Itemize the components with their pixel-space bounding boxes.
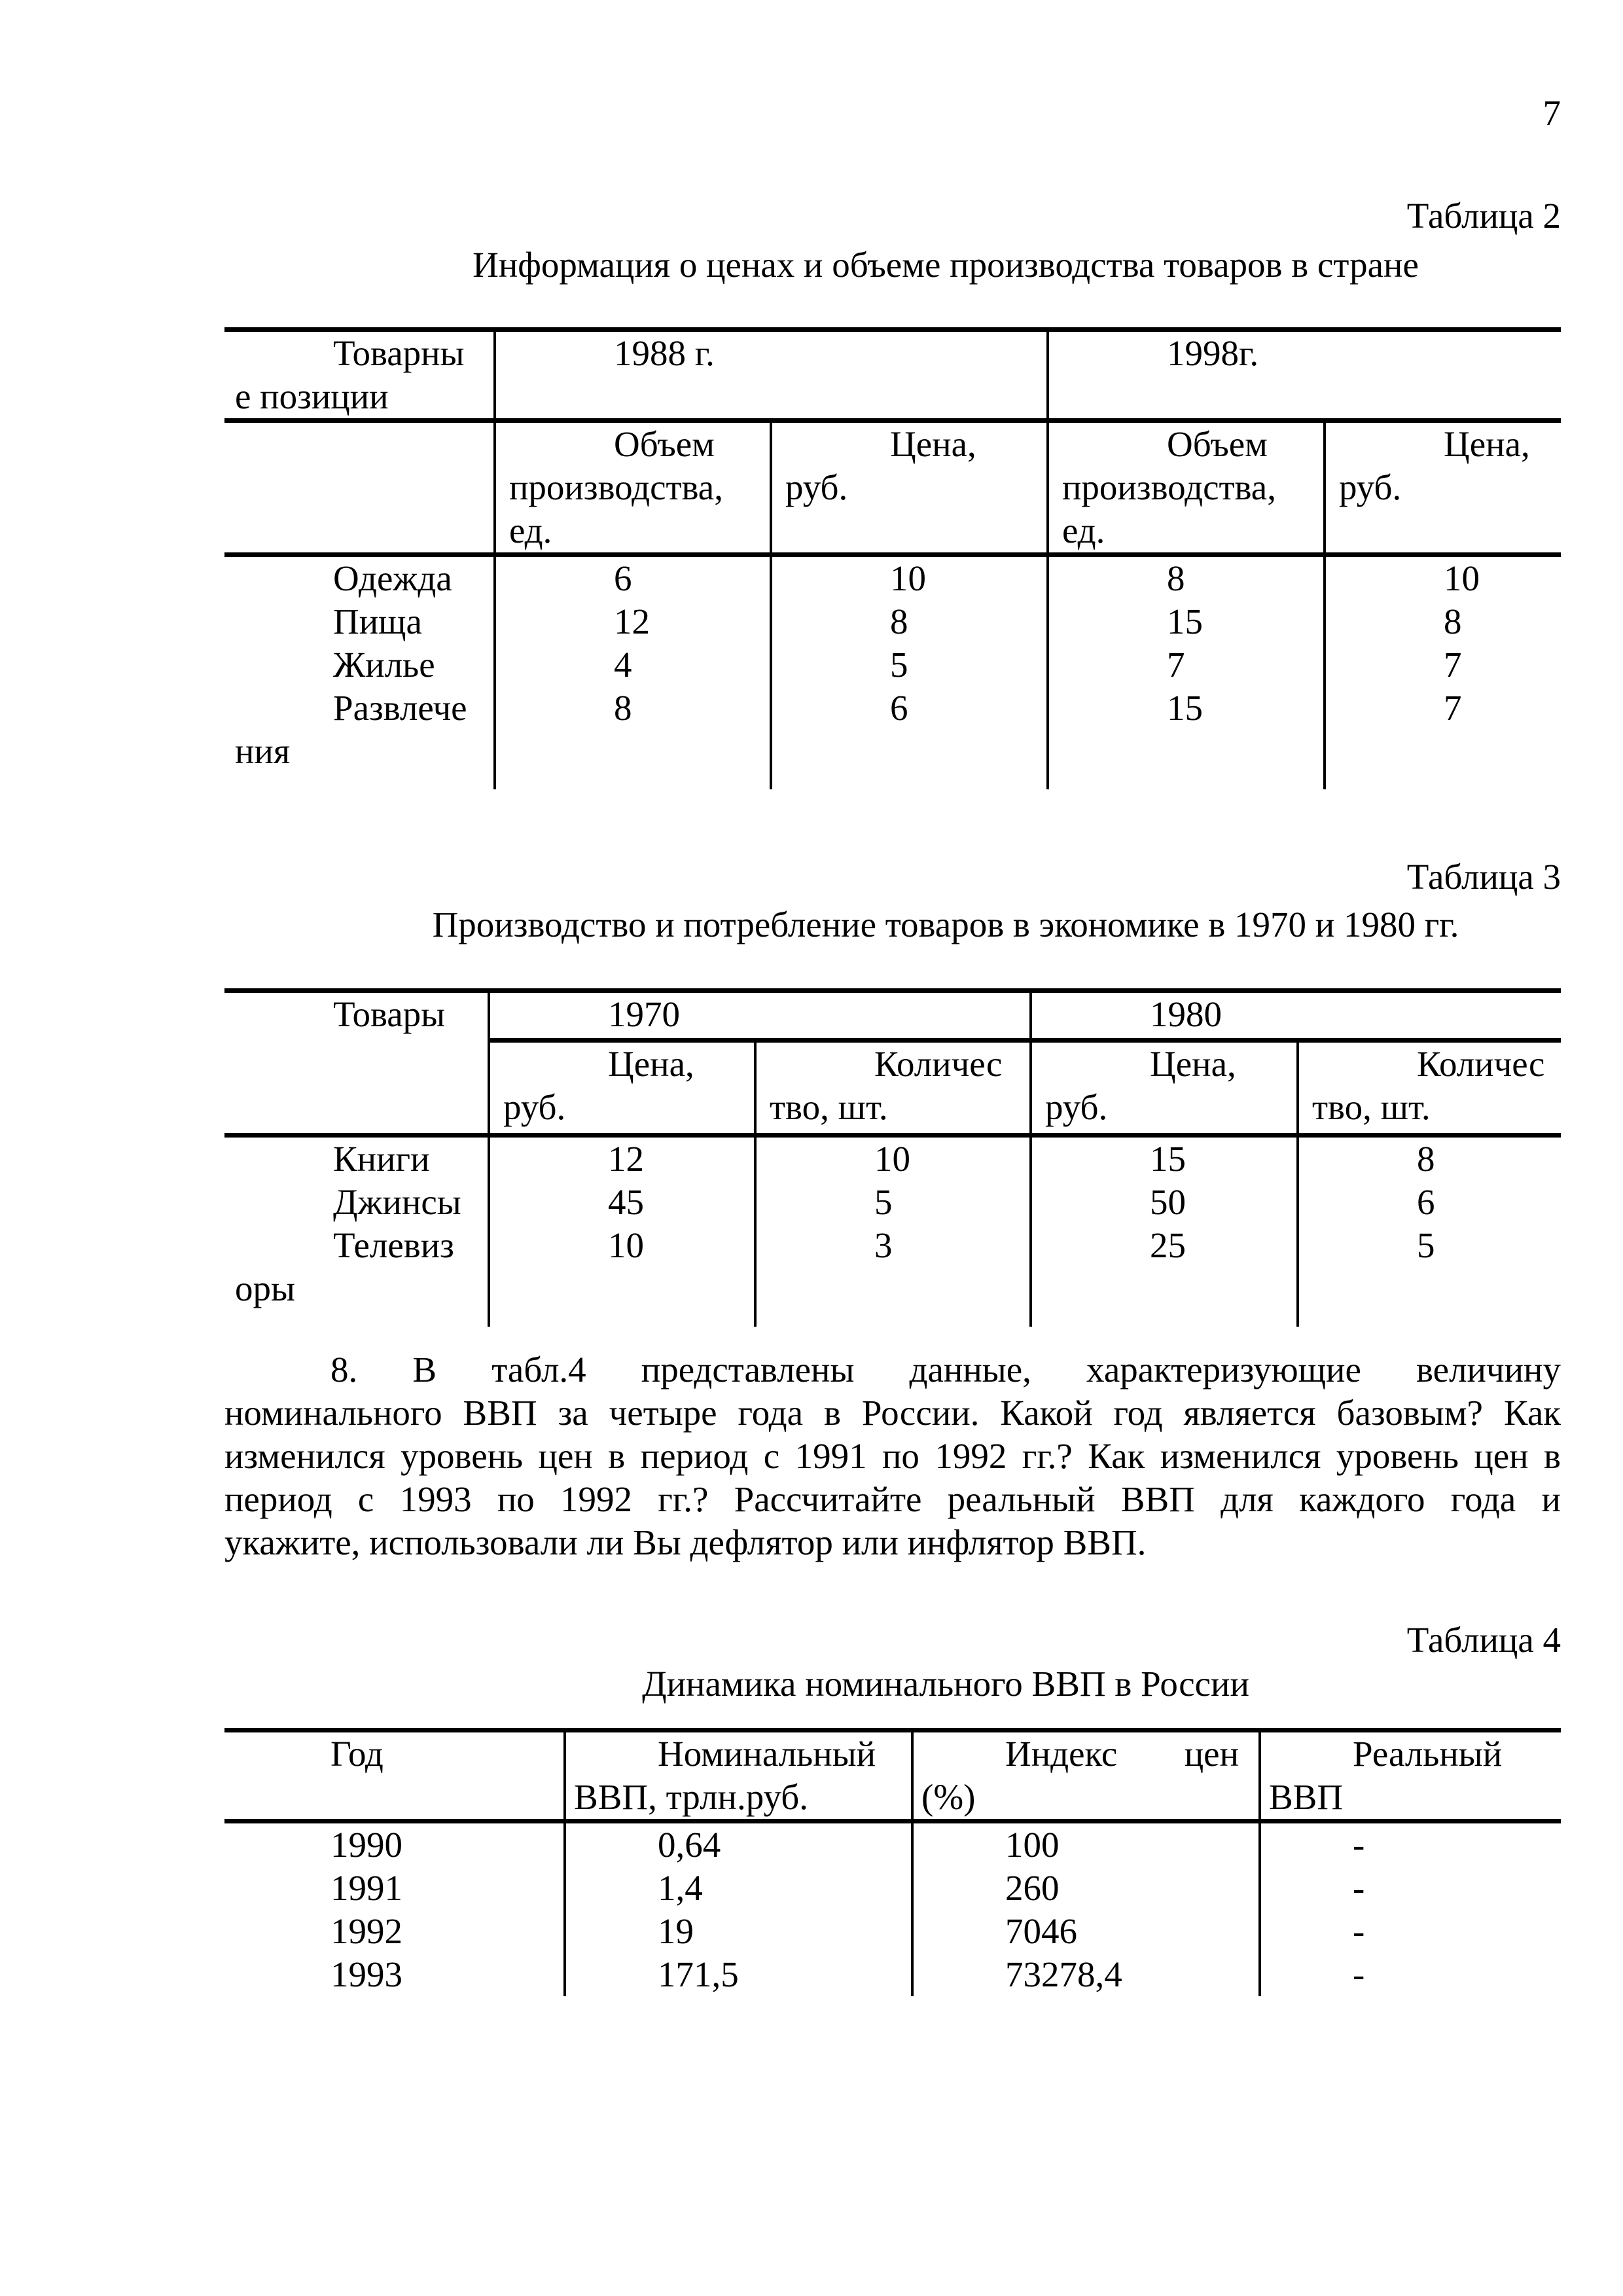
table-cell (1260, 1731, 1561, 1821)
table-cell (912, 1910, 1260, 1953)
row-label-wrap: оры (235, 1268, 295, 1308)
table-cell (912, 1867, 1260, 1910)
table-cell (1031, 1181, 1298, 1224)
table-cell-empty (224, 773, 495, 789)
table-row (224, 643, 1561, 687)
table-cell (1260, 1910, 1561, 1953)
table-cell (224, 1731, 565, 1821)
table4-nominal-gdp-header: Номинальный (658, 1734, 876, 1774)
table-cell (565, 1953, 912, 1996)
table-cell-empty (224, 1310, 489, 1327)
table-row (224, 1181, 1561, 1224)
table-cell (1048, 330, 1561, 421)
table-cell (755, 1181, 1031, 1224)
table-row (224, 600, 1561, 643)
cell-value: 8 (890, 601, 908, 641)
table-row (224, 1136, 1561, 1181)
cell-value: 7 (1167, 645, 1185, 685)
paragraph-line: изменился уровень цен в период с 1991 по 1992 гг.? Как изменился уровень цен в (224, 1436, 1561, 1476)
table-cell (1031, 1041, 1298, 1136)
table-cell (1031, 1136, 1298, 1181)
paragraph-line: период с 1993 по 1992 гг.? Рассчитайте реальный ВВП для каждого года и (224, 1479, 1561, 1519)
table4-title: Динамика номинального ВВП в России (642, 1664, 1249, 1704)
table-row (224, 1310, 1561, 1327)
row-label: Книги (333, 1139, 430, 1179)
cell-value: 5 (1417, 1225, 1435, 1265)
table-cell (495, 687, 771, 773)
paragraph-line: номинального ВВП за четыре года в России. Какой год является базовым? Как (224, 1393, 1561, 1433)
table-cell (1048, 421, 1325, 555)
table3-year-1970: 1970 (608, 994, 680, 1034)
table-cell (755, 1041, 1031, 1136)
table-cell (495, 600, 771, 643)
table-row (224, 687, 1561, 773)
cell-value: 6 (890, 688, 908, 728)
cell-value: 8 (1167, 558, 1185, 598)
table-cell (1031, 991, 1561, 1041)
table-cell (224, 1867, 565, 1910)
table-cell (489, 1181, 755, 1224)
table-cell (224, 1953, 565, 1996)
cell-year: 1991 (330, 1868, 402, 1908)
table-cell (224, 991, 489, 1136)
table-cell (771, 555, 1048, 601)
table-4 (224, 1728, 1561, 1996)
table2-volume-header-l2: производства, (509, 467, 723, 507)
table-cell-empty (755, 1310, 1031, 1327)
page-number: 7 (1543, 93, 1561, 133)
cell-value: 45 (608, 1182, 644, 1222)
cell-year: 1992 (330, 1911, 402, 1951)
table-3 (224, 988, 1561, 1327)
cell-value: - (1353, 1868, 1365, 1908)
table-cell (1048, 555, 1325, 601)
table-cell-empty (489, 1310, 755, 1327)
table2-volume-header: Объем (1167, 424, 1268, 464)
table-cell-empty (224, 421, 495, 555)
table-row (224, 1953, 1561, 1996)
header-word: Индекс (1005, 1734, 1118, 1774)
table-cell (565, 1821, 912, 1867)
table4-real-gdp-header-l2: ВВП (1269, 1777, 1344, 1817)
paragraph-line: укажите, использовали ли Вы дефлятор или инфлятор ВВП. (224, 1522, 1147, 1562)
cell-value: - (1353, 1954, 1365, 1994)
table-cell (1325, 421, 1561, 555)
table3-price-header-l2: руб. (503, 1087, 566, 1127)
row-label-wrap: ния (235, 731, 291, 771)
table2-caption: Таблица 2 (1406, 196, 1561, 236)
table-cell (1325, 643, 1561, 687)
table-cell (771, 421, 1048, 555)
table-cell-empty (1325, 773, 1561, 789)
table-cell (495, 555, 771, 601)
table-row (224, 991, 1561, 1041)
cell-value: 19 (658, 1911, 694, 1951)
table2-volume-header-l2: производства, (1062, 467, 1276, 507)
table-cell (1048, 600, 1325, 643)
cell-value: 4 (614, 645, 632, 685)
table3-price-header-l2: руб. (1045, 1087, 1108, 1127)
table-row (224, 1821, 1561, 1867)
table4-real-gdp-header: Реальный (1353, 1734, 1503, 1774)
table-cell (1031, 1224, 1298, 1310)
table-cell (771, 687, 1048, 773)
cell-year: 1993 (330, 1954, 402, 1994)
table4-nominal-gdp-header-l2: ВВП, трлн.руб. (574, 1777, 808, 1817)
table-cell (1048, 643, 1325, 687)
cell-value: 10 (874, 1139, 910, 1179)
cell-value: 6 (614, 558, 632, 598)
header-word: цен (1184, 1734, 1239, 1774)
table3-col1-header: Товары (333, 994, 446, 1034)
table-cell (1048, 687, 1325, 773)
table3-price-header: Цена, (608, 1044, 694, 1084)
table-cell (1260, 1867, 1561, 1910)
cell-value: 8 (614, 688, 632, 728)
table2-price-header: Цена, (890, 424, 976, 464)
cell-value: 6 (1417, 1182, 1435, 1222)
cell-value: 7 (1444, 688, 1462, 728)
table-cell (224, 1224, 489, 1310)
table4-price-index-header-l2: (%) (921, 1777, 976, 1817)
table-cell (224, 1136, 489, 1181)
table-row (224, 555, 1561, 601)
cell-value: 8 (1444, 601, 1462, 641)
cell-value: 7046 (1005, 1911, 1077, 1951)
table-cell (489, 1224, 755, 1310)
table4-price-index-header (921, 1732, 1258, 1776)
cell-value: 3 (874, 1225, 893, 1265)
cell-value: 12 (608, 1139, 644, 1179)
table-cell (1298, 1224, 1561, 1310)
table-cell (1298, 1181, 1561, 1224)
table-cell (489, 1041, 755, 1136)
table-cell (224, 555, 495, 601)
cell-value: - (1353, 1825, 1365, 1865)
table-row (224, 773, 1561, 789)
table2-volume-header: Объем (614, 424, 715, 464)
cell-value: 73278,4 (1005, 1954, 1122, 1994)
cell-value: 10 (890, 558, 926, 598)
table-cell (224, 643, 495, 687)
cell-value: 12 (614, 601, 650, 641)
table2-volume-header-l3: ед. (509, 511, 552, 550)
table-cell (755, 1224, 1031, 1310)
table-row (224, 1224, 1561, 1310)
table3-caption: Таблица 3 (1406, 857, 1561, 897)
cell-year: 1990 (330, 1825, 402, 1865)
table2-price-header: Цена, (1444, 424, 1530, 464)
cell-value: 50 (1150, 1182, 1186, 1222)
table3-qty-header-l2: тво, шт. (770, 1087, 888, 1127)
table-cell (489, 991, 1031, 1041)
table3-qty-header: Количес (1417, 1044, 1545, 1084)
cell-value: 171,5 (658, 1954, 739, 1994)
table2-col1-header-wrap: е позиции (235, 376, 389, 416)
table-cell (912, 1821, 1260, 1867)
table2-title: Информация о ценах и объеме производства товаров в стране (473, 245, 1419, 285)
cell-value: 10 (608, 1225, 644, 1265)
table-cell (495, 643, 771, 687)
table2-volume-header-l3: ед. (1062, 511, 1105, 550)
table-row (224, 1731, 1561, 1821)
row-label: Телевиз (333, 1225, 454, 1265)
cell-value: 15 (1167, 601, 1203, 641)
table-cell (771, 643, 1048, 687)
row-label: Развлече (333, 688, 467, 728)
table-cell (1325, 687, 1561, 773)
table-cell (224, 330, 495, 421)
table-cell-empty (1048, 773, 1325, 789)
table-cell-empty (1031, 1310, 1298, 1327)
table2-price-header-l2: руб. (1339, 467, 1402, 507)
table-row (224, 1910, 1561, 1953)
table-cell (771, 600, 1048, 643)
cell-value: 15 (1167, 688, 1203, 728)
table-cell (495, 421, 771, 555)
table-cell (489, 1136, 755, 1181)
cell-value: 1,4 (658, 1868, 703, 1908)
cell-value: 5 (890, 645, 908, 685)
table4-caption: Таблица 4 (1406, 1620, 1561, 1660)
table-cell (755, 1136, 1031, 1181)
table-cell (912, 1953, 1260, 1996)
cell-value: 260 (1005, 1868, 1060, 1908)
table-cell (1325, 600, 1561, 643)
table-cell (565, 1731, 912, 1821)
table-cell (224, 1181, 489, 1224)
row-label: Одежда (333, 558, 452, 598)
cell-value: 5 (874, 1182, 893, 1222)
table-cell (565, 1910, 912, 1953)
table-cell (224, 687, 495, 773)
table-2 (224, 327, 1561, 789)
table3-price-header: Цена, (1150, 1044, 1236, 1084)
cell-value: 7 (1444, 645, 1462, 685)
table3-qty-header-l2: тво, шт. (1312, 1087, 1431, 1127)
cell-value: 25 (1150, 1225, 1186, 1265)
table-cell (224, 600, 495, 643)
table2-price-header-l2: руб. (785, 467, 848, 507)
table-cell (1260, 1953, 1561, 1996)
table-cell (565, 1867, 912, 1910)
table-cell (224, 1821, 565, 1867)
table-cell (495, 330, 1048, 421)
problem-8-paragraph (224, 1348, 1561, 1564)
table2-year-1988: 1988 г. (614, 333, 715, 373)
table-cell (1260, 1821, 1561, 1867)
table2-col1-header: Товарны (333, 333, 465, 373)
table-row (224, 330, 1561, 421)
table-row (224, 421, 1561, 555)
table2-year-1998: 1998г. (1167, 333, 1259, 373)
table-row (224, 1867, 1561, 1910)
cell-value: 100 (1005, 1825, 1060, 1865)
table3-qty-header: Количес (874, 1044, 1003, 1084)
row-label: Джинсы (333, 1182, 461, 1222)
table-cell (1298, 1041, 1561, 1136)
table-cell-empty (771, 773, 1048, 789)
paragraph-line: 8. В табл.4 представлены данные, характеризующие величину (330, 1350, 1561, 1390)
table-cell-empty (1298, 1310, 1561, 1327)
cell-value: 0,64 (658, 1825, 721, 1865)
table-cell (224, 1910, 565, 1953)
table3-year-1980: 1980 (1150, 994, 1222, 1034)
table-cell (912, 1731, 1260, 1821)
row-label: Жилье (333, 645, 435, 685)
row-label: Пища (333, 601, 422, 641)
table-cell (1325, 555, 1561, 601)
cell-value: 15 (1150, 1139, 1186, 1179)
table3-title: Производство и потребление товаров в экономике в 1970 и 1980 гг. (432, 905, 1459, 944)
cell-value: 8 (1417, 1139, 1435, 1179)
cell-value: - (1353, 1911, 1365, 1951)
table-cell-empty (495, 773, 771, 789)
table-cell (1298, 1136, 1561, 1181)
table4-year-header: Год (330, 1734, 383, 1774)
cell-value: 10 (1444, 558, 1480, 598)
